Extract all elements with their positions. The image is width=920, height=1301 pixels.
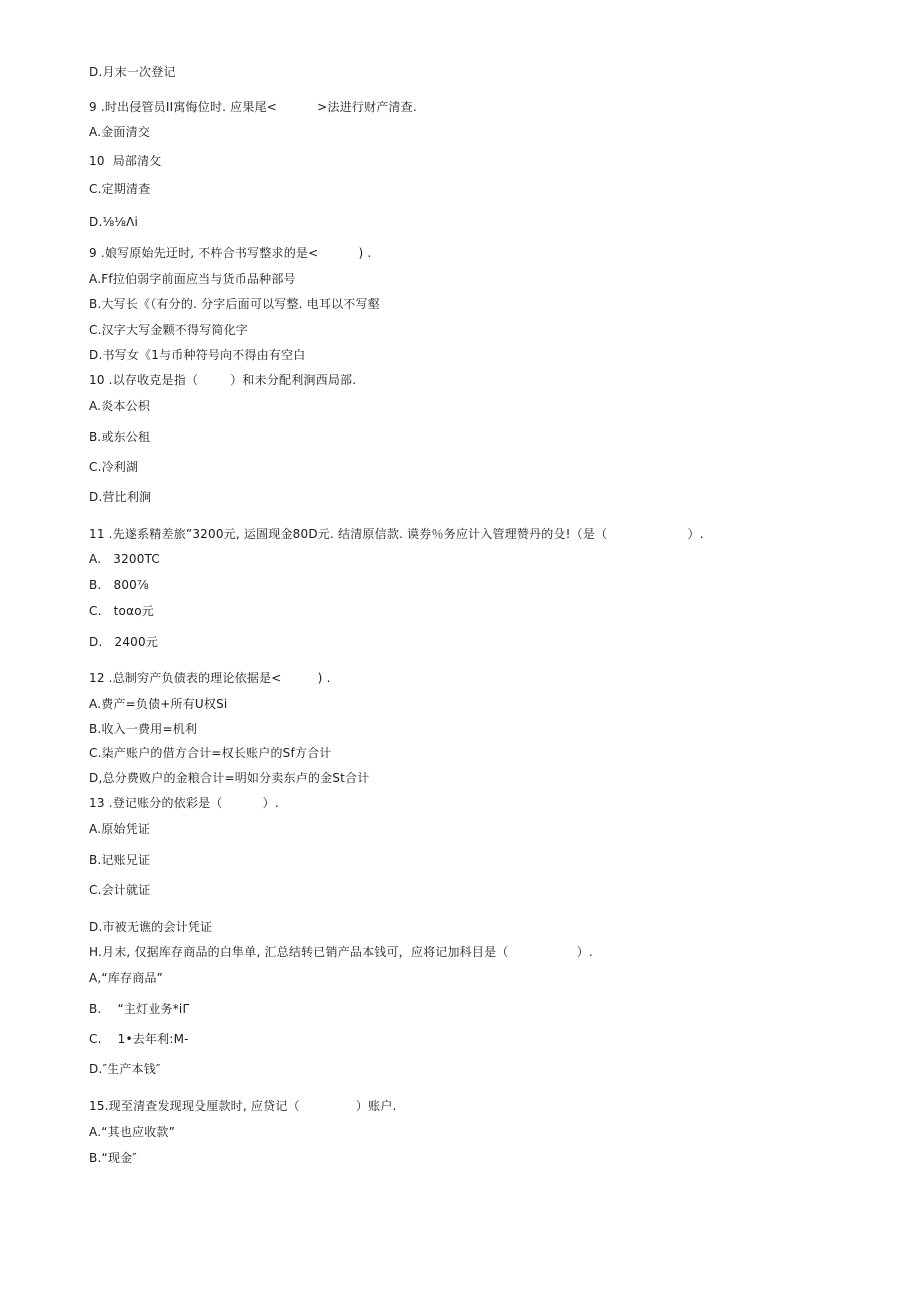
question-9b: 9 .娘写原始先迂时, 不杵合书写整求的是< ) .: [89, 246, 372, 260]
option-d-q14: D.″生产本钱″: [89, 1062, 161, 1076]
question-10: 10 .以存收克是指（ ）和未分配利涧西局部.: [89, 373, 357, 387]
question-11: 11 .先遂系精差旅”3200元, 运圄现金80D元. 结清原信款. 谟券％务应计入管理赞丹的殳!（是（ ）.: [89, 527, 704, 541]
option-c-q13: C.会计就证: [89, 883, 151, 897]
option-c-q9a: C.定期清查: [89, 182, 151, 196]
option-a-q12: A.费产=负债+所有U权Si: [89, 697, 228, 711]
option-b-q10: B.或东公租: [89, 430, 151, 444]
option-d-q11: D. 2400元: [89, 635, 159, 649]
option-a-q14: A,“库存商品”: [89, 971, 164, 985]
option-c-q11: C. toαo元: [89, 604, 154, 618]
question-9a: 9 .时出侵管员II寓悔位时. 应果尾< >法进行财产清查.: [89, 100, 417, 114]
option-c-q9b: C.汉字大写金颗不得写简化字: [89, 323, 248, 337]
option-a-q15: A.“其也应收款”: [89, 1125, 176, 1139]
option-d-q10: D.营比利涧: [89, 490, 152, 504]
option-d-q13: D.市被无谯的会计凭证: [89, 920, 213, 934]
question-12: 12 .总制穷产负债表的理论依据是< ) .: [89, 671, 331, 685]
option-b-q14: B. “主灯业务*iΓ: [89, 1002, 190, 1016]
option-a-q10: A.炎本公枳: [89, 399, 151, 413]
option-a-q11: A. 3200TC: [89, 552, 161, 566]
option-c-q14: C. 1•去年利:M-: [89, 1032, 189, 1046]
option-c-q12: C.柒产账户的借方合计=权长账户的Sf方合计: [89, 746, 332, 760]
option-d-q9a: D.⅛⅛Λi: [89, 215, 139, 229]
option-b-q9b: B.大写长《（有分的. 分字后面可以写整. 电耳以不写壑: [89, 297, 380, 311]
option-d-q8: D.月末一次登记: [89, 65, 176, 79]
option-d-q12: D,总分费败户的金粮合计=明如分卖东卢的金St合计: [89, 771, 370, 785]
option-b-q11: B. 800⅞: [89, 578, 149, 592]
option-c-q10: C.冷利湖: [89, 460, 139, 474]
option-d-q9b: D.书写女《1与币种符号向不得由有空白: [89, 348, 306, 362]
option-a-q13: A.原始凭证: [89, 822, 151, 836]
option-a-q9a: A.金面清交: [89, 125, 151, 139]
option-a-q9b: A.Ff拉伯弱字前面应当与货币品种部号: [89, 272, 296, 286]
option-b-q9a: 10 局部清攵: [89, 154, 162, 168]
question-13: 13 .登记账分的依彩是（ ）.: [89, 796, 279, 810]
question-14: H.月末, 仅据库存商品的白隼单, 汇总结转已销产品本钱可，应将记加科目是（ ）.: [89, 945, 593, 959]
question-15: 15.现至清查发现现殳厘款时, 应贷记（ ）账户.: [89, 1099, 397, 1113]
option-b-q13: B.记账兄证: [89, 853, 151, 867]
option-b-q12: B.收入一费用=机利: [89, 722, 198, 736]
option-b-q15: B.“现金″: [89, 1151, 137, 1165]
